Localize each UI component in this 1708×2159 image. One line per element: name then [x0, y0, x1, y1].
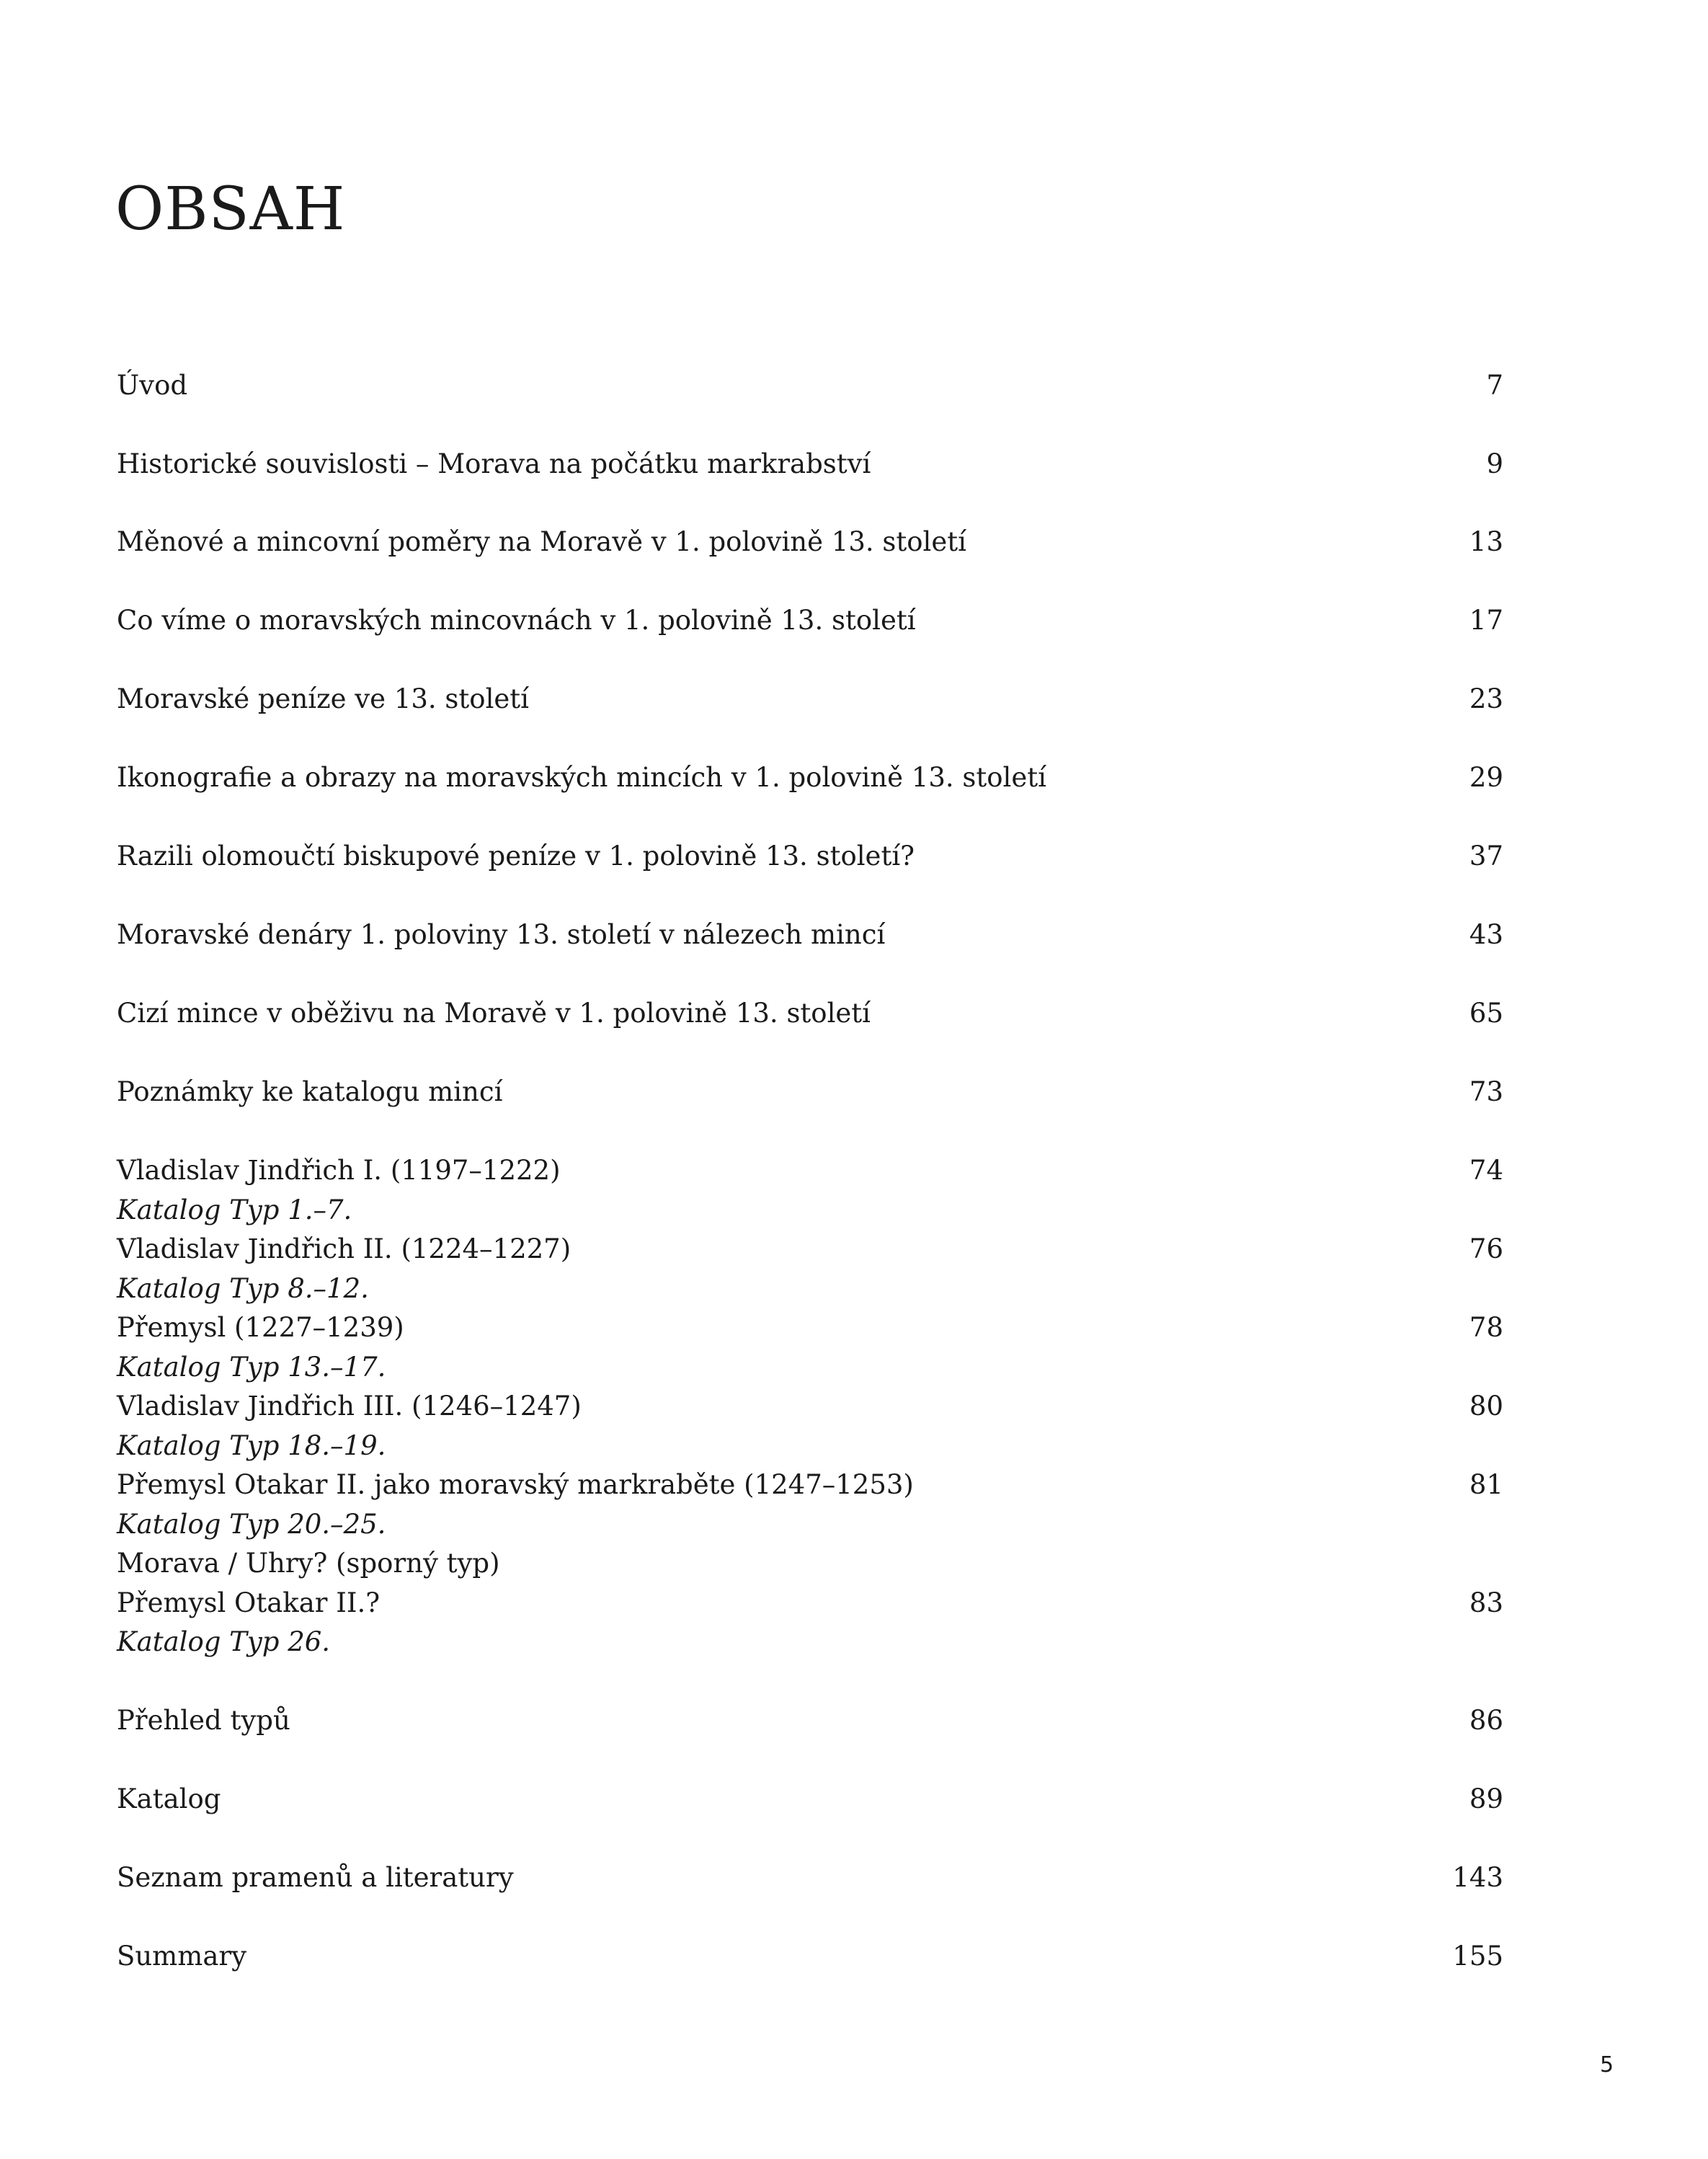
toc-entry-page: 73: [1469, 1076, 1503, 1107]
toc-entry-page: 65: [1469, 998, 1503, 1029]
toc-entry: [117, 992, 1503, 1035]
toc-entry-page: 17: [1469, 605, 1503, 636]
toc-entry-page: 9: [1486, 448, 1503, 479]
toc-entry-label: Vladislav Jindřich I. (1197–1222): [117, 1155, 561, 1186]
toc-subentry: [117, 1621, 1503, 1664]
toc-entry-page: 43: [1469, 919, 1503, 950]
toc-entry-page: 37: [1469, 841, 1503, 872]
toc-entry: [117, 1463, 1503, 1507]
toc-subentry: [117, 1189, 1503, 1232]
toc-entry-label: Měnové a mincovní poměry na Moravě v 1. polovině 13. století: [117, 526, 966, 557]
toc-entry: [117, 364, 1503, 407]
toc-entry-page: 13: [1469, 526, 1503, 557]
toc-entry-label: Přemysl (1227–1239): [117, 1312, 404, 1343]
toc-entry-label: Co víme o moravských mincovnách v 1. polovině 13. století: [117, 605, 916, 636]
page-title: OBSAH: [115, 175, 346, 244]
toc-subentry: [117, 1503, 1503, 1546]
toc-entry: [117, 1778, 1503, 1821]
toc-entry: [117, 1542, 1503, 1585]
toc-entry-page: 81: [1469, 1469, 1503, 1500]
toc-entry-page: 89: [1469, 1783, 1503, 1814]
toc-entry-page: 78: [1469, 1312, 1503, 1343]
toc-subentry-label: Katalog Typ 8.–12.: [117, 1273, 369, 1304]
toc-entry-label: Summary: [117, 1941, 246, 1972]
toc-entry: [117, 443, 1503, 486]
toc-entry: [117, 1070, 1503, 1114]
toc-subentry-label: Katalog Typ 20.–25.: [117, 1509, 386, 1540]
toc-entry: [117, 1306, 1503, 1349]
toc-subentry: [117, 1346, 1503, 1389]
toc-entry-page: 80: [1469, 1391, 1503, 1422]
toc-entry: [117, 520, 1503, 564]
toc-entry: [117, 1856, 1503, 1899]
toc-entry-label: Ikonografie a obrazy na moravských mincích v 1. polovině 13. století: [117, 762, 1046, 793]
toc-entry-page: 74: [1469, 1155, 1503, 1186]
toc-entry: [117, 1385, 1503, 1428]
toc-entry-page: 86: [1469, 1705, 1503, 1736]
toc-entry: [117, 1582, 1503, 1625]
toc-subentry-label: Katalog Typ 18.–19.: [117, 1430, 386, 1461]
toc-entry: [117, 1149, 1503, 1192]
toc-entry-page: 83: [1469, 1587, 1503, 1618]
toc-entry-page: 7: [1486, 370, 1503, 401]
toc-entry: [117, 835, 1503, 878]
toc-entry-label: Katalog: [117, 1783, 221, 1814]
page-number: 5: [1600, 2052, 1614, 2078]
toc-entry-label: Přemysl Otakar II. jako moravský markraběte (1247–1253): [117, 1469, 914, 1500]
toc-entry-label: Poznámky ke katalogu mincí: [117, 1076, 503, 1107]
toc-entry-label: Přehled typů: [117, 1705, 290, 1736]
toc-entry-label: Vladislav Jindřich II. (1224–1227): [117, 1233, 571, 1264]
toc-subentry-label: Katalog Typ 13.–17.: [117, 1352, 386, 1383]
toc-entry-label: Morava / Uhry? (sporný typ): [117, 1548, 500, 1579]
toc-entry-label: Přemysl Otakar II.?: [117, 1587, 381, 1618]
toc-subentry-label: Katalog Typ 26.: [117, 1626, 331, 1657]
toc-entry-page: 76: [1469, 1233, 1503, 1264]
toc-entry-label: Vladislav Jindřich III. (1246–1247): [117, 1391, 582, 1422]
toc-entry: [117, 913, 1503, 957]
toc-entry-label: Seznam pramenů a literatury: [117, 1862, 514, 1893]
toc-subentry: [117, 1424, 1503, 1468]
toc-subentry-label: Katalog Typ 1.–7.: [117, 1194, 352, 1225]
toc-entry-page: 29: [1469, 762, 1503, 793]
toc-entry-page: 155: [1452, 1941, 1503, 1972]
toc-entry-label: Cizí mince v oběživu na Moravě v 1. polovině 13. století: [117, 998, 871, 1029]
toc-entry-label: Moravské denáry 1. poloviny 13. století v nálezech mincí: [117, 919, 886, 950]
toc-entry-label: Moravské peníze ve 13. století: [117, 683, 530, 714]
toc-entry: [117, 678, 1503, 721]
toc-entry-label: Úvod: [117, 370, 188, 401]
toc-subentry: [117, 1267, 1503, 1311]
toc-entry: [117, 1699, 1503, 1742]
toc-entry-page: 23: [1469, 683, 1503, 714]
toc-entry: [117, 599, 1503, 642]
toc-entry: [117, 756, 1503, 799]
toc-entry-page: 143: [1452, 1862, 1503, 1893]
toc-entry: [117, 1935, 1503, 1978]
toc-entry-label: Historické souvislosti – Morava na počátku markrabství: [117, 448, 871, 479]
toc-entry: [117, 1228, 1503, 1271]
toc-entry-label: Razili olomoučtí biskupové peníze v 1. polovině 13. století?: [117, 841, 915, 872]
